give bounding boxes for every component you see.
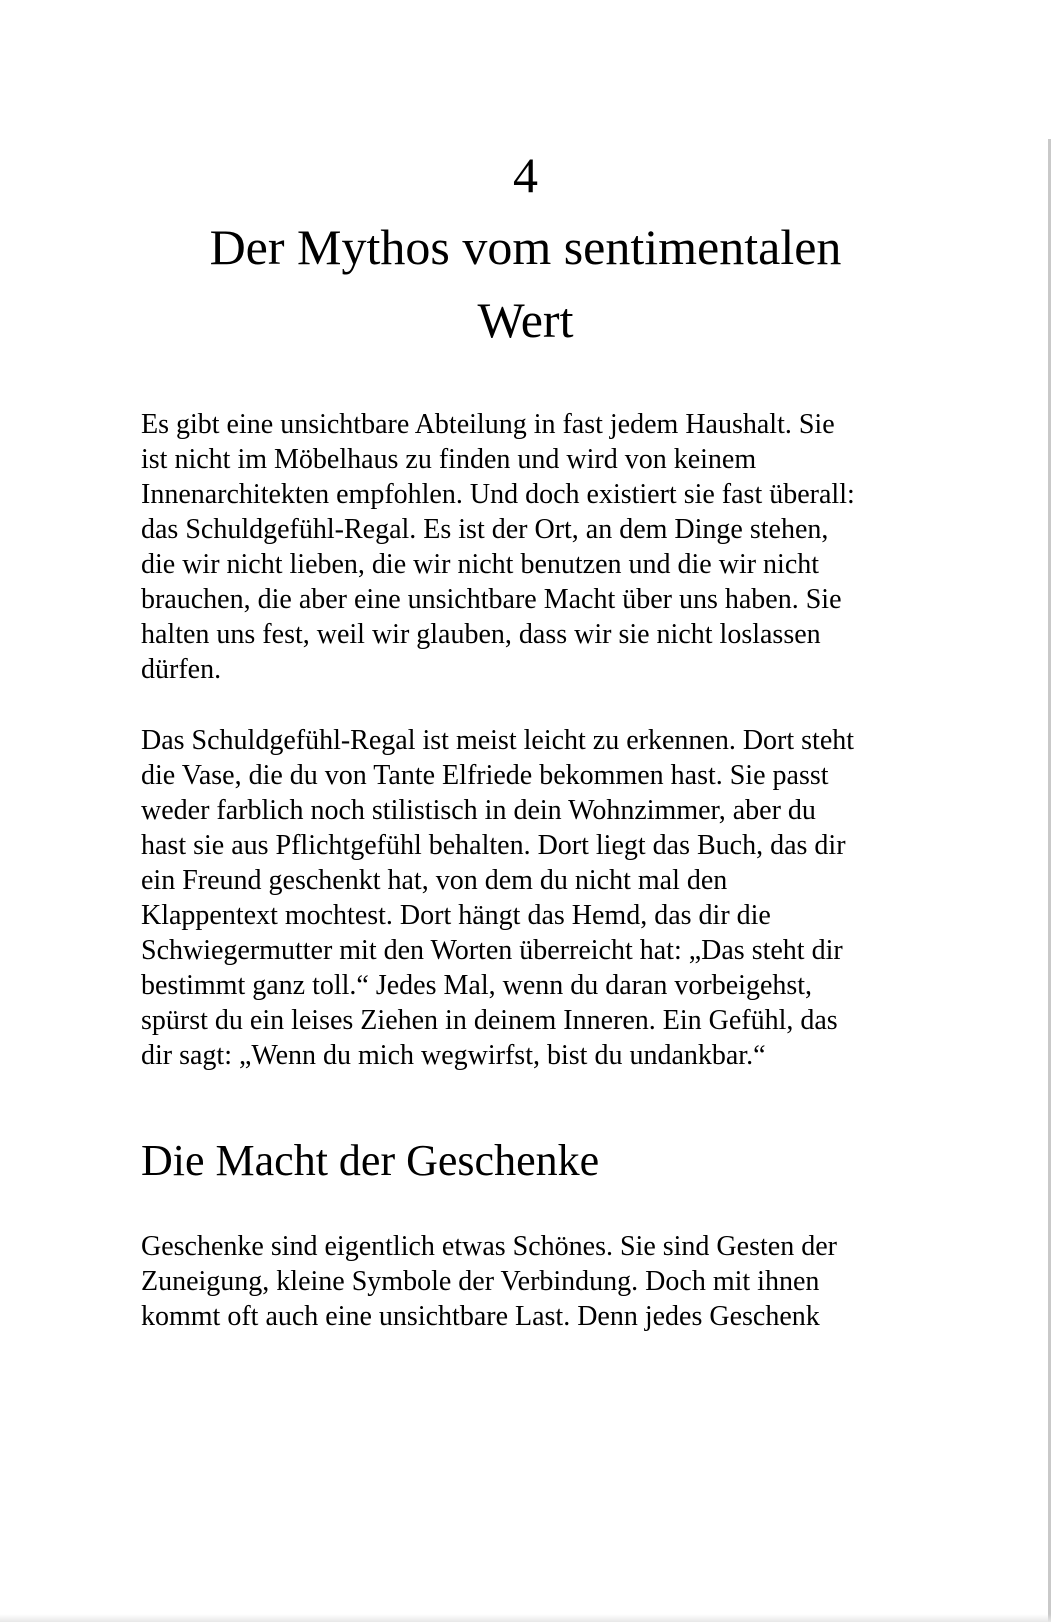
text-line: Innenarchitekten empfohlen. Und doch existiert sie fast überall: bbox=[141, 479, 855, 510]
chapter-title-line: Wert bbox=[477, 292, 574, 348]
text-line: halten uns fest, weil wir glauben, dass wir sie nicht loslassen bbox=[141, 619, 821, 650]
chapter-title-line: Der Mythos vom sentimentalen bbox=[209, 219, 842, 275]
paragraph-2 bbox=[141, 723, 910, 1073]
text-line: Klappentext mochtest. Dort hängt das Hemd, das dir die bbox=[141, 900, 771, 931]
text-line: bestimmt ganz toll.“ Jedes Mal, wenn du daran vorbeigehst, bbox=[141, 970, 813, 1001]
text-line: ist nicht im Möbelhaus zu finden und wird von keinem bbox=[141, 444, 757, 475]
text-line: das Schuldgefühl-Regal. Es ist der Ort, an dem Dinge stehen, bbox=[141, 514, 829, 545]
section-heading: Die Macht der Geschenke bbox=[141, 1136, 600, 1185]
chapter-title bbox=[141, 211, 910, 357]
text-line: Zuneigung, kleine Symbole der Verbindung. Doch mit ihnen bbox=[141, 1266, 820, 1297]
text-line: dir sagt: „Wenn du mich wegwirfst, bist du undankbar.“ bbox=[141, 1040, 766, 1071]
page-bottom-edge bbox=[0, 1614, 1051, 1622]
text-line: dürfen. bbox=[141, 654, 222, 685]
text-line: Es gibt eine unsichtbare Abteilung in fast jedem Haushalt. Sie bbox=[141, 409, 835, 440]
paragraph-1 bbox=[141, 407, 910, 687]
text-line: hast sie aus Pflichtgefühl behalten. Dort liegt das Buch, das dir bbox=[141, 830, 846, 861]
text-line: brauchen, die aber eine unsichtbare Macht über uns haben. Sie bbox=[141, 584, 842, 615]
book-page bbox=[0, 139, 1051, 1622]
text-line: die Vase, die du von Tante Elfriede bekommen hast. Sie passt bbox=[141, 760, 829, 791]
page-content bbox=[141, 139, 910, 1334]
text-line: kommt oft auch eine unsichtbare Last. Denn jedes Geschenk bbox=[141, 1301, 820, 1332]
text-line: Schwiegermutter mit den Worten überreicht hat: „Das steht dir bbox=[141, 935, 843, 966]
paragraph-3 bbox=[141, 1229, 910, 1334]
text-line: spürst du ein leises Ziehen in deinem Inneren. Ein Gefühl, das bbox=[141, 1005, 838, 1036]
text-line: die wir nicht lieben, die wir nicht benutzen und die wir nicht bbox=[141, 549, 820, 580]
text-line: Das Schuldgefühl-Regal ist meist leicht zu erkennen. Dort steht bbox=[141, 725, 855, 756]
text-line: weder farblich noch stilistisch in dein Wohnzimmer, aber du bbox=[141, 795, 816, 826]
text-line: Geschenke sind eigentlich etwas Schönes. Sie sind Gesten der bbox=[141, 1231, 837, 1262]
chapter-number: 4 bbox=[513, 147, 538, 203]
text-line: ein Freund geschenkt hat, von dem du nicht mal den bbox=[141, 865, 728, 896]
